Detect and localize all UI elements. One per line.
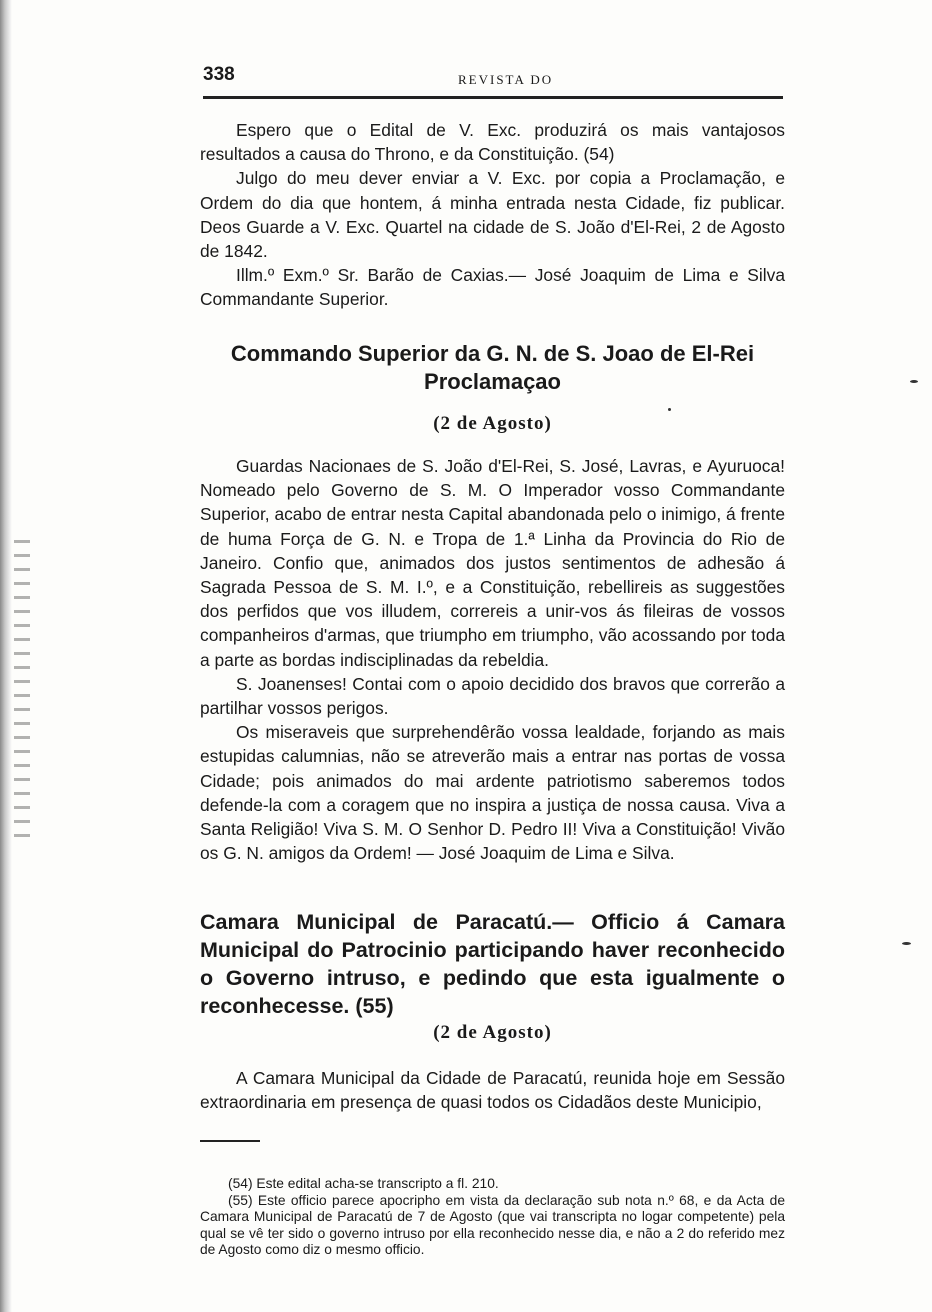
proclamation-body — [200, 454, 785, 865]
camara-paragraph-1: A Camara Municipal da Cidade de Paracatú, reunida hoje em Sessão extraordinaria em presença de quasi todos os Cidadãos deste Municipio, — [200, 1068, 785, 1113]
proclamation-paragraph-3: Os miseraveis que surprehendêrão vossa lealdade, forjando as mais estupidas calumnias, não se atreverão mais a entrar nas portas de vossa Cidade; pois animados do mai ardente patriotismo saberemos todos defende-la com a coragem que no inspira a justiça de nossa causa. Viva a Santa Religião! Viva S. M. O Senhor D. Pedro II! Viva a Constituição! Vivão os G. N. amigos da Ordem! — José Joaquim de Lima e Silva. — [200, 722, 785, 864]
page-header — [203, 60, 783, 99]
camara-date: (2 de Agosto) — [433, 1022, 552, 1043]
proclamation-paragraph-1: Guardas Nacionaes de S. João d'El-Rei, S. José, Lavras, e Ayuruoca! Nomeado pelo Governo de S. M. O Imperador vosso Commandante Superior, acabo de entrar nesta Capital abandonada pelo o inimigo, á frente de huma Força de G. N. e Tropa de 1.ª Linha da Provincia do Rio de Janeiro. Confio que, animados dos justos sentimentos de adhesão á Sagrada Pessoa de S. M. I.º, e a Constituição, rebellireis as suggestões dos perfidos que vos illudem, correreis a unir-vos ás fileiras de vossos companheiros d'armas, que triumpho em triumpho, vão acossando por toda a parte as bordas indisciplinadas da rebeldia. — [200, 456, 785, 670]
camara-date-block — [200, 1022, 785, 1044]
scan-speck — [668, 408, 671, 411]
letter-signature: Illm.º Exm.º Sr. Barão de Caxias.— José Joaquim de Lima e Silva Commandante Superior. — [200, 265, 785, 310]
page-number: 338 — [203, 64, 235, 85]
camara-section-heading — [200, 908, 785, 1020]
running-head: REVISTA DO — [458, 72, 554, 87]
footnote-54: (54) Este edital acha-se transcripto a fl. 210. — [228, 1176, 499, 1191]
proclamation-title-line-2: Proclamaçao — [424, 369, 561, 394]
book-spine-shadow — [0, 0, 12, 1312]
proclamation-paragraph-2: S. Joanenses! Contai com o apoio decidido dos bravos que correrão a partilhar vossos perigos. — [200, 673, 785, 719]
proclamation-date-block — [200, 413, 785, 435]
proclamation-title — [200, 340, 785, 396]
proclamation-date: (2 de Agosto) — [433, 413, 552, 434]
letter-paragraph-1: Espero que o Edital de V. Exc. produzirá os mais vantajosos resultados a causa do Throno, e da Constituição. (54) — [200, 120, 785, 165]
footnote-rule — [200, 1140, 260, 1142]
letter-paragraph-2: Julgo do meu dever enviar a V. Exc. por copia a Proclamação, e Ordem do dia que hontem, á minha entrada nesta Cidade, fiz publicar. Deos Guarde a V. Exc. Quartel na cidade de S. João d'El-Rei, 2 de Agosto de 1842. — [200, 168, 785, 262]
camara-body — [200, 1066, 785, 1114]
footnote-55: (55) Este officio parece apocripho em vista da declaração sub nota n.º 68, e da Acta de Camara Municipal de Paracatú de 7 de Agosto (que vai transcripta no logar competente) pela qual se vê ter sido o governo intruso por ella reconhecido nesse dia, e não a 2 do referido mez de Agosto como diz o mesmo officio. — [200, 1192, 785, 1257]
scan-speck — [902, 942, 911, 945]
camara-heading: Camara Municipal de Paracatú.— Officio á Camara Municipal do Patrocinio participando haver reconhecido o Governo intruso, e pedindo que esta igualmente o reconhecesse. (55) — [200, 910, 785, 1018]
scan-speck — [910, 380, 918, 383]
letter-closing — [200, 118, 785, 312]
proclamation-title-line-1: Commando Superior da G. N. de S. Joao de El-Rei — [230, 341, 755, 366]
footnotes — [200, 1176, 785, 1259]
margin-marks — [14, 540, 30, 840]
